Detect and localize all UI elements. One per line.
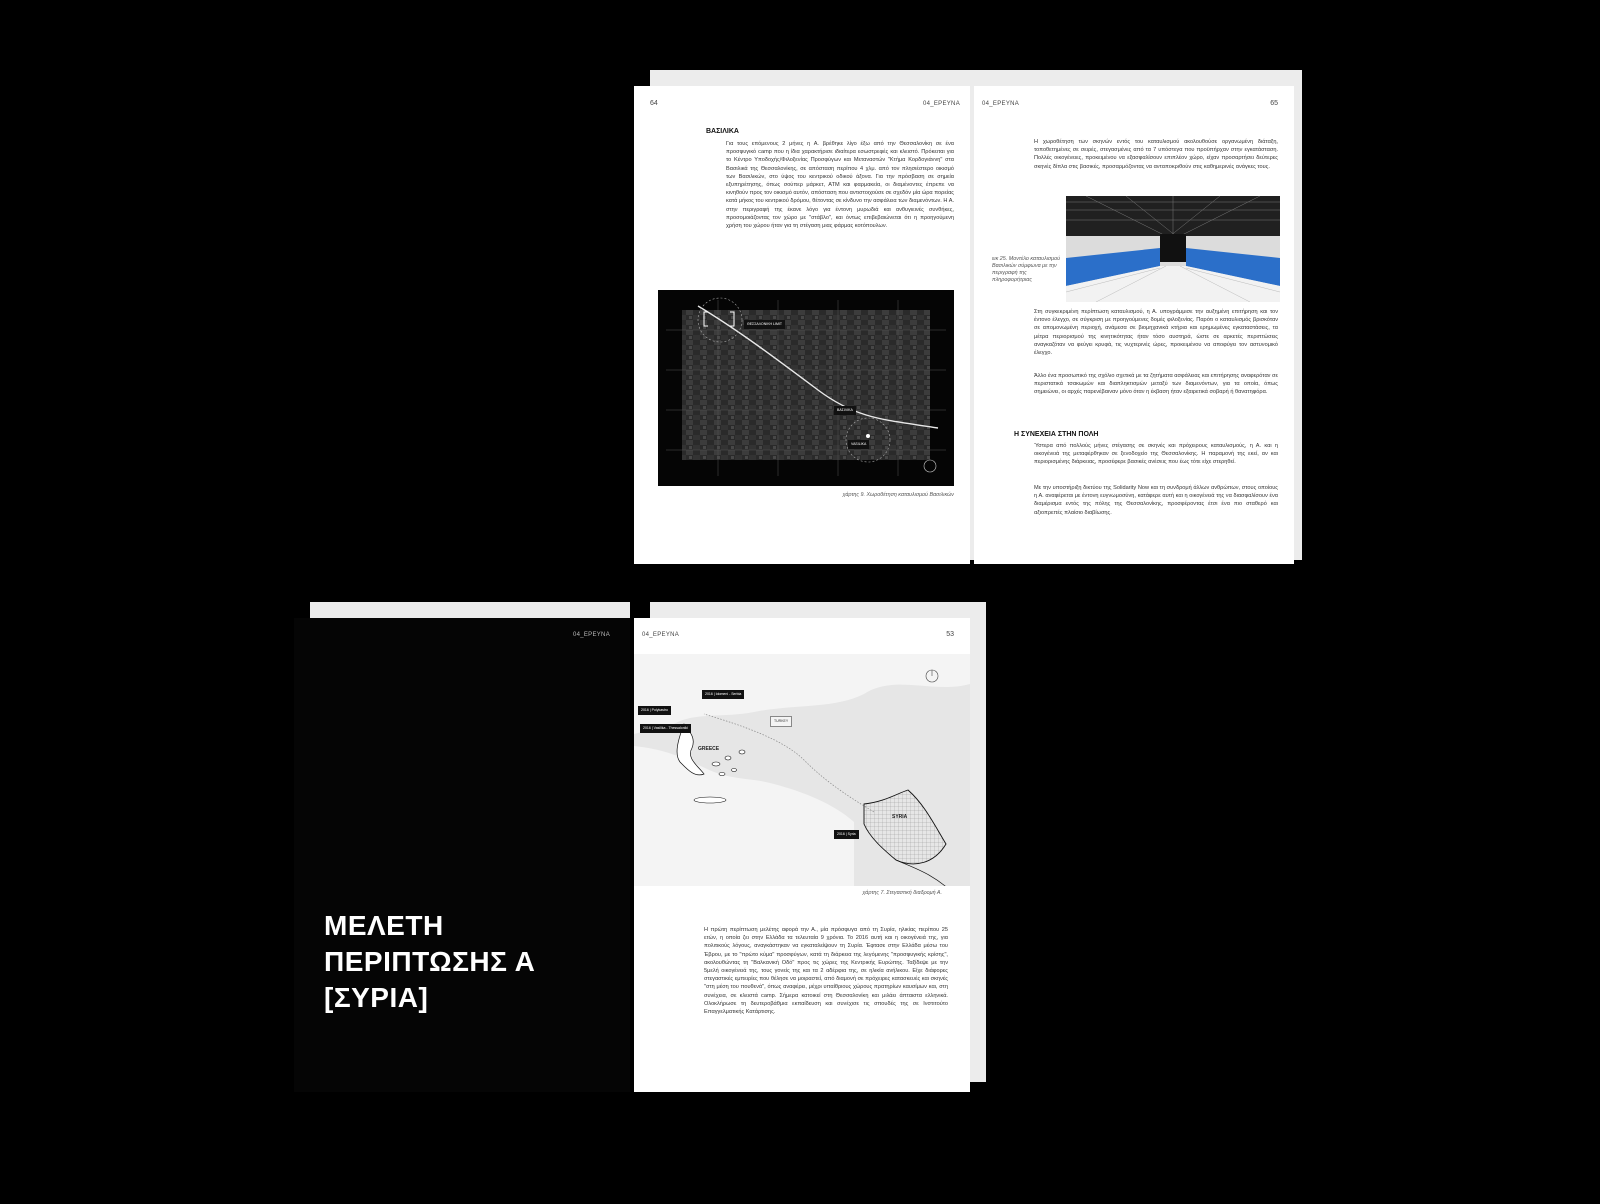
case-study-title [324,908,535,1016]
body-text: Για τους επόμενους 2 μήνες η Α. βρέθηκε λίγο έξω από την Θεσσαλονίκη σε ένα προσφυγικό camp που η ίδια χαρακτήρισε ιδιαίτερα εσωστρεφές και κλειστό. Πρόκειται για το Κέντρο Υποδοχής/Φιλοξενίας Προσφύγων και Μεταναστών "Κτήμα Κορδογιάννη" στα Βασιλικά της Θεσσαλονίκης, σε απόσταση περίπου 4 χλμ. από τον πλησιέστερο οικισμό των Βασιλικών, στο ύψος του κεντρικού οδικού άξονα. Για την πρόσβαση σε σημεία εξυπηρέτησης, όπως σούπερ μάρκετ, ΑΤΜ και φαρμακεία, οι διαμένοντες έπρεπε να κινηθούν προς τον οικισμό αυτόν, απόσταση που αντιστοιχούσε σε σχεδόν μία ώρα πορείας κατά μήκος του κεντρικού δρόμου, θέτοντας σε κίνδυνο την ασφάλεια των διαμενόντων. Η Α. στην περιγραφή της έκανε λόγο για έντονη μυρωδιά και ανθυγιεινές συνθήκες, προσομοιάζοντας τον χώρο με "στάβλο", και όντως επιβεβαιώνεται ότι η προηγούμενη χρήση του χώρου ήταν για τη στέγαση μιας φάρμας κοτόπουλων. [726,141,954,230]
map-tag: ΘΕΣΣΑΛΟΝΙΚΗ LIMIT [744,320,785,329]
section-heading: ΒΑΣΙΛΙΚΑ [706,128,739,135]
syria-label: SYRIA [892,814,908,820]
map-tag: ΒΑΣΙΛΙΚΑ [834,406,856,415]
running-head: 04_ΕΡΕΥΝΑ [922,101,960,107]
title-line-3: [ΣΥΡΙΑ] [324,982,429,1013]
map-tag: TURKEY [770,716,792,727]
body-text-intro: Η χωροθέτηση των σκηνών εντός του καταυλισμού ακολουθούσε οργανωμένη διάταξη, τοποθετημένες σε σειρές, στεγασμένες από τα 7 υπόστεγα που προϋπήρχαν στην εγκατάσταση. Πολλές οικογένειες, προκειμένου να εξασφαλίσουν επιπλέον χώρο, είχαν προσαρτήσει δεύτερες σκηνές δίπλα στις βασικές, προσαρμόζοντας να ανταποκριθούν στις καθημερινές ανάγκες τους. [1034,139,1278,170]
body-text-para-2: Στη συγκεκριμένη περίπτωση καταυλισμού, η Α. υπογράμμισε την αυξημένη επιτήρηση και τον έντονο έλεγχο, σε σύγκριση με προηγούμενες δομές φιλοξενίας. Παρότι ο καταυλισμός βρισκόταν σε απομονωμένη περιοχή, ανάμεσα σε βιομηχανικά κτήρια και ερημωμένες εγκαταστάσεις, τα μέτρα περιορισμού της κινητικότητας ήταν τόσο αυστηρά, ώστε σε αρκετές περιπτώσεις αναγκαζόταν να φεύγει κρυφά, τις νυχτερινές ώρες, προκειμένου να αποφύγει τον αστυνομικό έλεγχο. [1034,309,1278,357]
title-line-1: ΜΕΛΕΤΗ [324,910,444,941]
map-tag: 2016 | Polykastro [638,706,671,715]
map-tag: VASILIKA [848,440,869,449]
map-tag: 2016 | Vasilika - Thessaloniki [640,724,691,733]
map-caption: χάρτης 7. Στεγαστική διαδρομή Α. [862,890,942,896]
map-tag: 2016 | Syria [834,830,859,839]
mediterranean-sea [634,746,854,886]
page-number: 64 [650,100,658,107]
section-heading: Η ΣΥΝΕΧΕΙΑ ΣΤΗΝ ΠΟΛΗ [1014,431,1099,438]
running-head: 04_ΕΡΕΥΝΑ [642,632,680,638]
body-text: Η πρώτη περίπτωση μελέτης αφορά την Α., μία πρόσφυγα από τη Συρία, ηλικίας περίπου 25 ετών, η οποία ζει στην Ελλάδα τα τελευταία 9 χρόνια. Το 2016 αυτή και η οικογένειά της, για πολιτικούς λόγους, αναγκάστηκαν να εγκαταλείψουν τη Συρία. Έφτασε στην Ελλάδα μέσω του Έβρου, με το "πρώτο κύμα" προσφύγων, κατά τη διάρκεια της λεγόμενης "προσφυγικής κρίσης", ακολουθώντας τη "Βαλκανική Οδό" προς τις χώρες της Κεντρικής Ευρώπης. Ταξίδεψε με την 5μελή οικογένειά της, τους γονείς της και τα 2 αδέρφια της, σε ηλικία ανήλικου. Είχε διάφορες στεγαστικές εμπειρίες που θέλησε να μοιραστεί, από διαμονή σε πρόχειρες κατασκευές και σκηνές "στη μέση του πουθενά", όπως αναφέρει, μέχρι υπαίθριους χώρους πρατηρίων καυσίμων και, στη συνέχεια, σε κλειστά camp. Σήμερα κατοικεί στη Θεσσαλονίκη και μιλάει άπταιστα ελληνικά. Ολοκλήρωσε τη δευτεροβάθμια εκπαίδευση και συνέχισε τις σπουδές της σε Ινστιτούτο Επαγγελματικής Κατάρτισης. [704,927,948,1016]
page-53 [634,618,970,1092]
cover-page [294,618,630,1092]
body-text-para-3: Άλλο ένα προσωπικό της σχόλιο σχετικά με τα ζητήματα ασφάλειας και επιτήρησης αναφερόταν σε περιστατικά τσακωμών και διαπληκτισμών μεταξύ των διαμενόντων, για τα οποία, όπως σημειώνει, οι αρχές παρενέβαιναν μόνο όταν η έκβαση ήταν εξαιρετικά σοβαρή ή θανατηφόρα. [1034,373,1278,396]
page-number: 53 [946,631,954,638]
page-number: 65 [1270,100,1278,107]
title-line-2: ΠΕΡΙΠΤΩΣΗΣ Α [324,946,536,977]
body-text-para-5: Με την υποστήριξη δικτύου της Solidarity Now και τη συνδρομή άλλων ανθρώπων, στους οποίους η Α. αναφέρεται με έντονη ευγνωμοσύνη, κατάφερε αυτή και η οικογένειά της να διασφαλίσουν ένα διαμέρισμα εντός της πόλης της Θεσσαλονίκης, προσφέροντας έτσι ένα πιο σταθερό και αξιοπρεπές πλαίσιο διαβίωσης. [1034,485,1278,516]
page-65 [974,86,1294,564]
image-caption: εικ 25. Μοντέλο καταυλισμού Βασιλικών σύμφωνα με την περιγραφή της πληροφορήτριας [992,256,1061,283]
aerial-map-graphic [658,290,954,486]
north-arrow-icon [924,460,936,472]
route-map [634,654,970,886]
greece-label: GREECE [698,746,720,752]
aerial-map [658,290,954,486]
page-64 [634,86,970,564]
camp-model-graphic [1066,196,1280,302]
running-head: 04_ΕΡΕΥΝΑ [982,101,1020,107]
satellite-fields [682,310,930,460]
syria-outline [864,790,946,864]
map-tag: 2016 | Idomeni - Serbia [702,690,744,699]
route-map-graphic [634,654,970,886]
body-text-para-4: Ύστερα από πολλούς μήνες στέγασης σε σκηνές και πρόχειρους καταυλισμούς, η Α. και η οικογένειά της μεταφέρθηκαν σε ξενοδοχείο της Θεσσαλονίκης. Η παραμονή της εκεί, αν και περιορισμένης διάρκειας, προσέφερε βασικές ανέσεις που έως τότε είχε στερηθεί. [1034,443,1278,466]
running-head: 04_ΕΡΕΥΝΑ [572,632,610,638]
village-marker [866,434,870,438]
black-sea-region [634,654,970,734]
camp-model-render [1066,196,1280,302]
border-line [896,860,954,886]
map-caption: χάρτης 9. Χωροθέτηση καταυλισμού Βασιλικών [842,492,954,498]
